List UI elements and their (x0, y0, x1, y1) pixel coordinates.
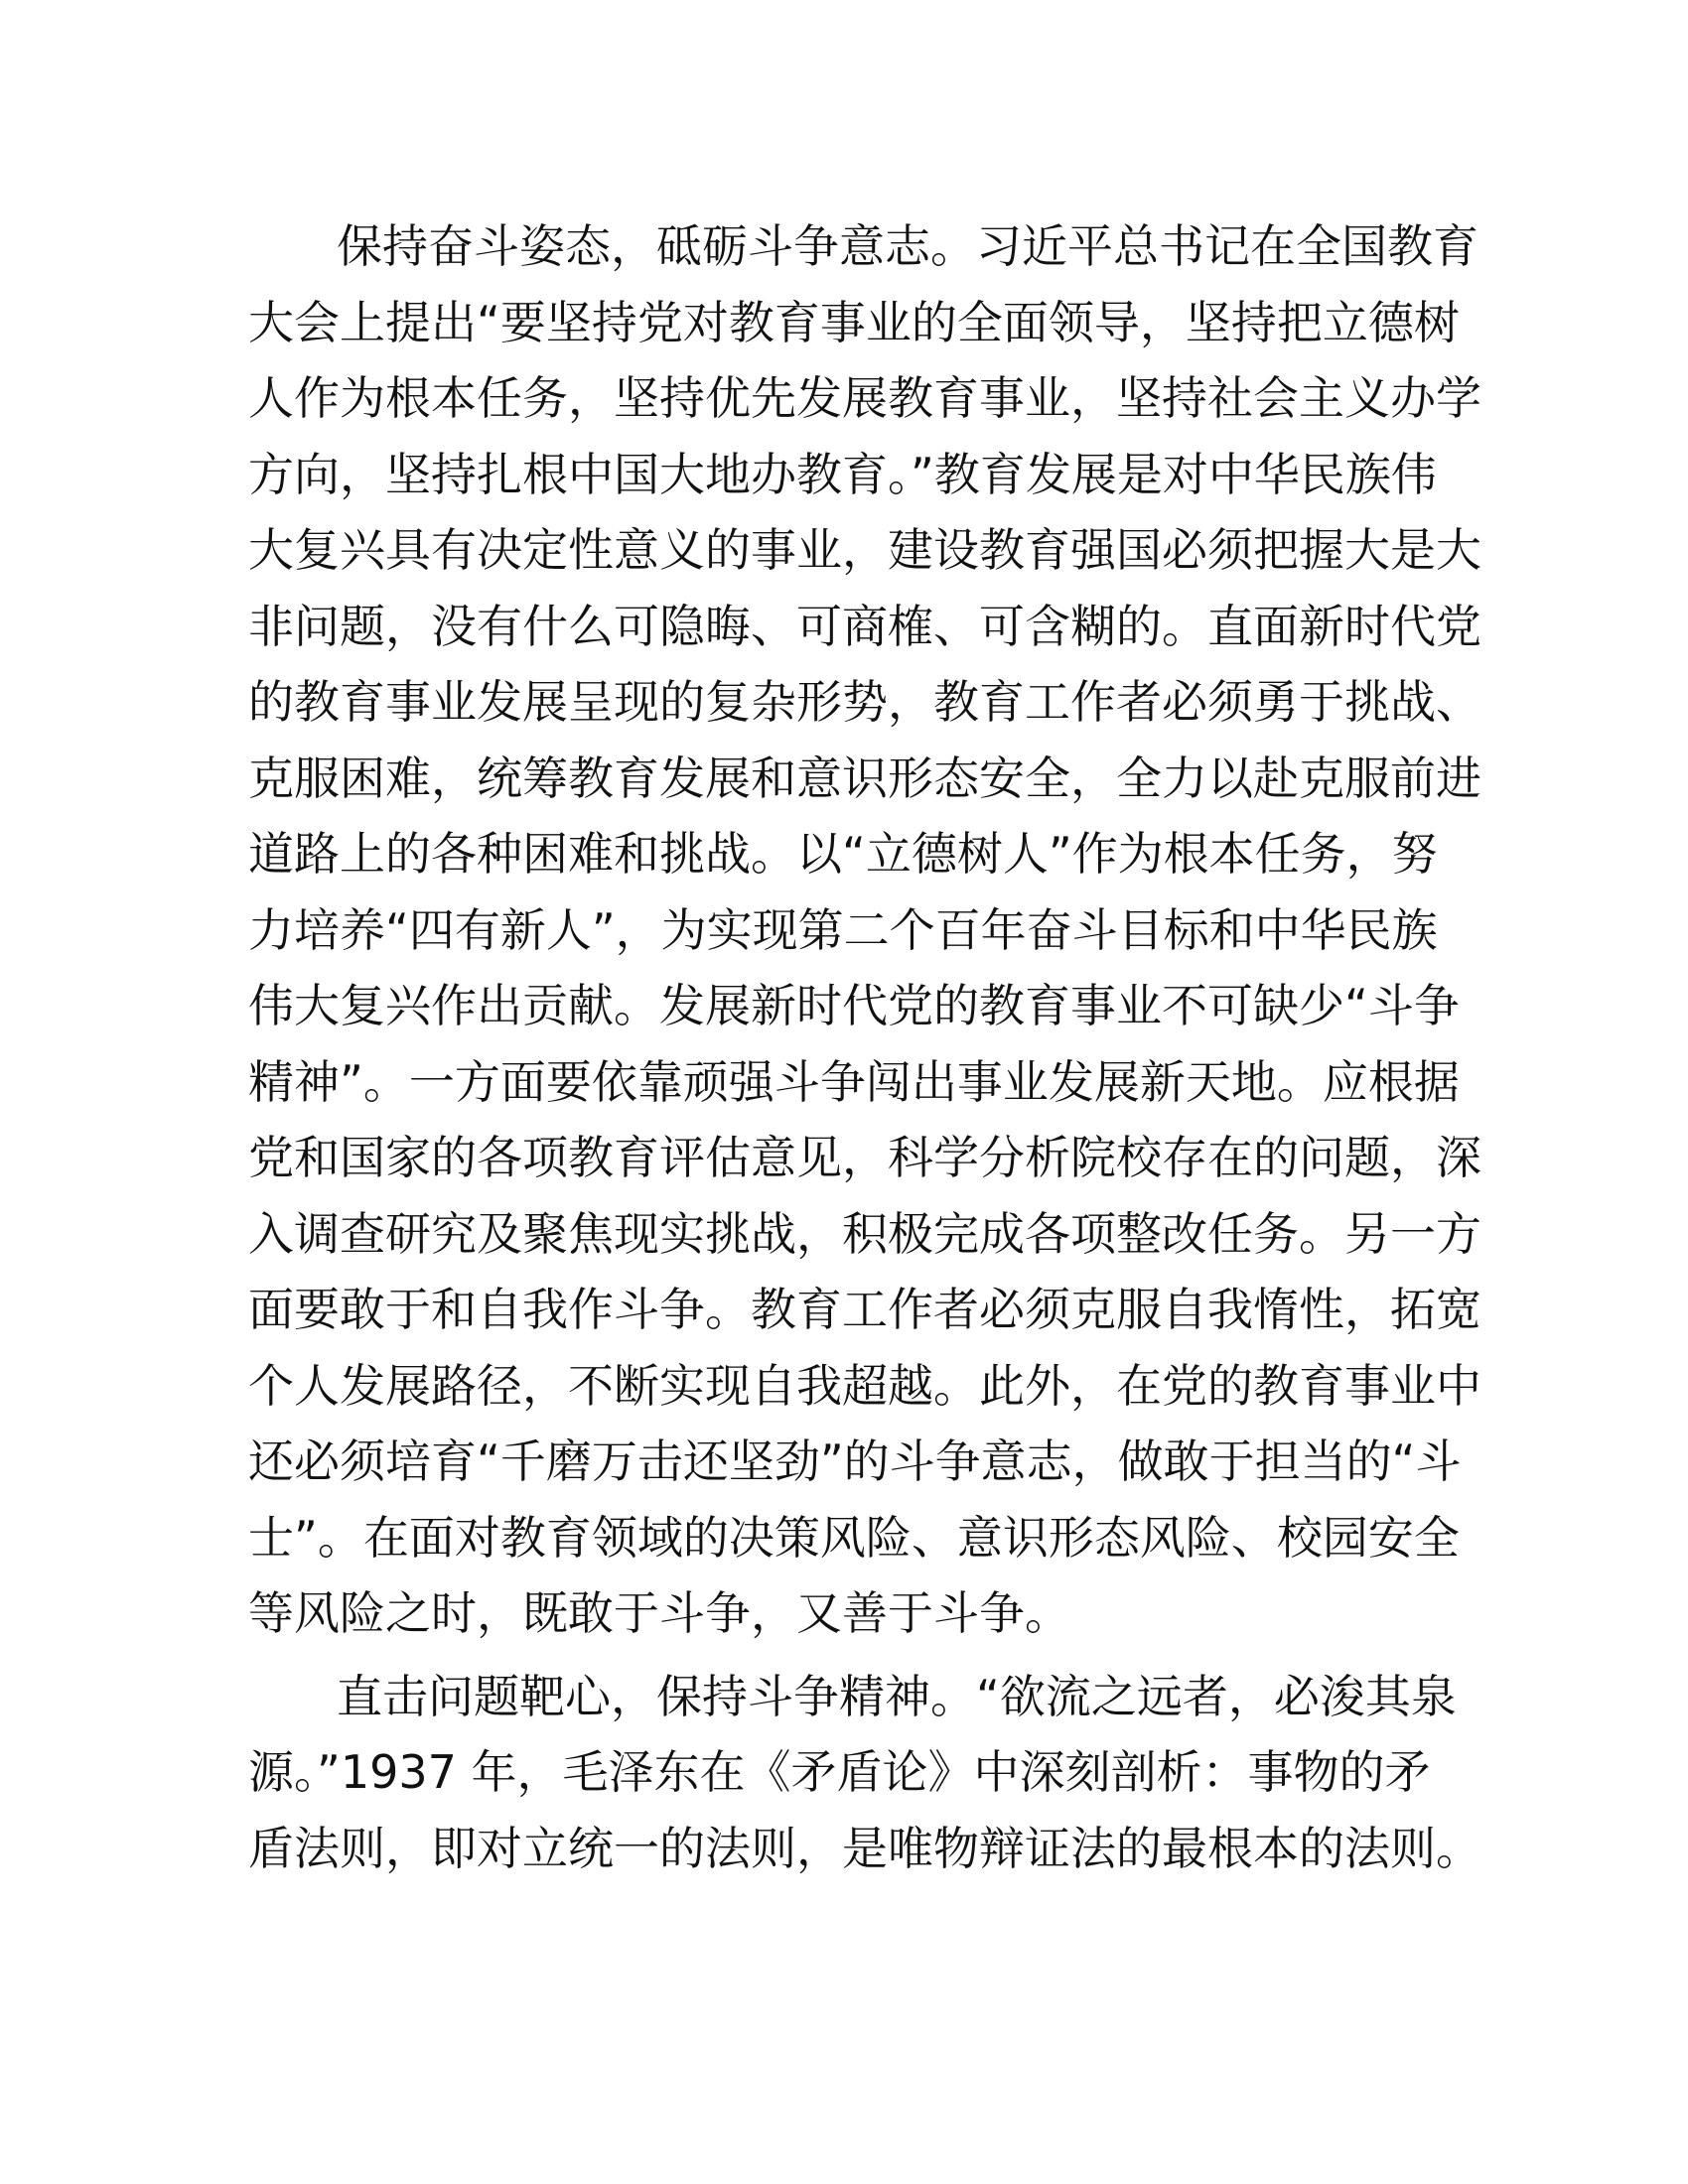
paragraph-problem-target (248, 1659, 1481, 1887)
text-line: 克服困难，统筹教育发展和意识形态安全，全力以赴克服前进 (248, 751, 1481, 805)
text-line: 直击问题靶心，保持斗争精神。“欲流之远者，必浚其泉 (337, 1669, 1457, 1723)
document-body (248, 208, 1481, 1886)
text-line: 伟大复兴作出贡献。发展新时代党的教育事业不可缺少“斗争 (248, 979, 1460, 1032)
text-line: 党和国家的各项教育评估意见，科学分析院校存在的问题，深 (248, 1131, 1481, 1184)
text-line: 个人发展路径，不断实现自我超越。此外，在党的教育事业中 (248, 1358, 1481, 1413)
text-line: 保持奋斗姿态，砥砺斗争意志。习近平总书记在全国教育 (337, 219, 1478, 273)
text-line: 道路上的各种困难和挑战。以“立德树人”作为根本任务，努 (248, 827, 1438, 881)
text-line: 面要敢于和自我作斗争。教育工作者必须克服自我惰性，拓宽 (248, 1283, 1481, 1336)
text-line: 源。”1937 年，毛泽东在《矛盾论》中深刻剖析：事物的矛 (248, 1745, 1431, 1799)
text-line: 大复兴具有决定性意义的事业，建设教育强国必须把握大是大 (248, 523, 1481, 577)
text-line: 盾法则，即对立统一的法则，是唯物辩证法的最根本的法则。 (248, 1821, 1481, 1875)
text-line: 精神”。一方面要依靠顽强斗争闯出事业发展新天地。应根据 (248, 1054, 1460, 1109)
paragraph-struggle-posture (248, 208, 1481, 1652)
text-line: 大会上提出“要坚持党对教育事业的全面领导，坚持把立德树 (248, 295, 1460, 349)
text-line: 的教育事业发展呈现的复杂形势，教育工作者必须勇于挑战、 (248, 675, 1481, 729)
text-line: 人作为根本任务，坚持优先发展教育事业，坚持社会主义办学 (248, 371, 1481, 425)
text-line: 士”。在面对教育领域的决策风险、意识形态风险、校园安全 (248, 1510, 1460, 1565)
text-line: 等风险之时，既敢于斗争，又善于斗争。 (248, 1586, 1070, 1640)
text-line: 力培养“四有新人”，为实现第二个百年奋斗目标和中华民族 (248, 902, 1438, 957)
text-line: 非问题，没有什么可隐晦、可商榷、可含糊的。直面新时代党 (248, 599, 1481, 653)
text-line: 方向，坚持扎根中国大地办教育。”教育发展是对中华民族伟 (248, 447, 1437, 501)
text-line: 入调查研究及聚焦现实挑战，积极完成各项整改任务。另一方 (248, 1206, 1481, 1261)
text-line: 还必须培育“千磨万击还坚劲”的斗争意志，做敢于担当的“斗 (248, 1434, 1462, 1488)
